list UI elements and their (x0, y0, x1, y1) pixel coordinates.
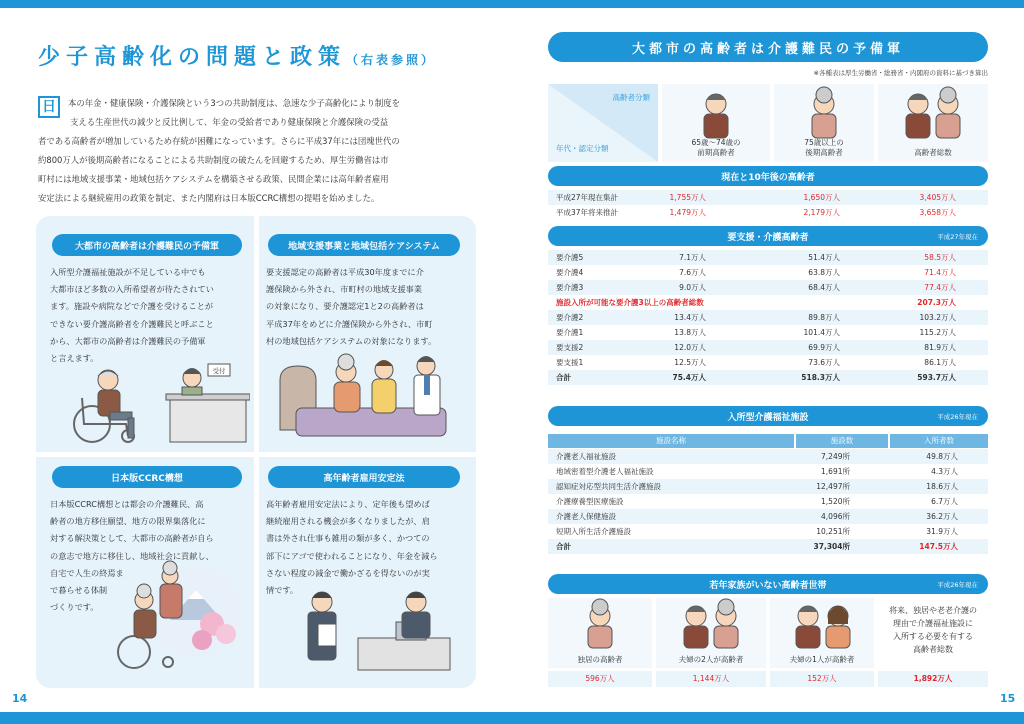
header-col-early-elderly (662, 84, 770, 162)
facilities-table-header: 施設名称 施設数 入所者数 (548, 434, 988, 448)
table-row: 要介護3 9.0万人 68.4万人 77.4万人 (548, 280, 988, 295)
household-col-couple-both: 夫婦の2人が高齢者 (656, 598, 766, 668)
table-row: 介護老人福祉施設 7,249所 49.8万人 (548, 449, 988, 464)
intro-line: 本の年金・健康保険・介護保険という3つの共助制度は、急速な少子高齢化により制度を (68, 98, 400, 108)
table-row: 短期入所生活介護施設 10,251所 31.9万人 (556, 527, 958, 536)
page-number-right: 15 (1000, 692, 1016, 705)
household-value-couple-one: 152万人 (770, 671, 874, 687)
panel-divider-v (254, 216, 259, 688)
intro-line: 安定法による継続雇用の政策を制定、また内閣府は日本版CCRC構想の提唱を始めました。 (38, 193, 380, 203)
table-row: 介護療養型医療施設 1,520所 6.7万人 (556, 497, 958, 506)
table-row: 平成37年将来推計 1,479万人 2,179万人 3,658万人 (556, 208, 956, 217)
late-elderly-woman-icon (774, 84, 874, 140)
section-body-ccrc: 日本版CCRC構想とは都会の介護難民、高 齢者の地方移住願望、地方の限界集落化に 対する解決策として、大都市の高齢者が自ら の意志で地方に移住し、地域社会に貢献し、 自宅で人生の終焉ま で暮らせる体制 づくりです。 (50, 499, 214, 613)
section-label-care-refugees: 大都市の高齢者は介護難民の予備軍 (52, 234, 242, 256)
section-band-care-elderly: 要支援・介護高齢者 平成27年現在 (548, 226, 988, 246)
elderly-couple-icon (878, 84, 988, 140)
table-row-total: 合計 75.4万人 518.3万人 593.7万人 (548, 370, 988, 385)
table-row: 要支援2 12.0万人 69.9万人 81.9万人 (548, 340, 988, 355)
header-col-total (878, 84, 988, 162)
office-workers-illustration (296, 586, 456, 672)
table-row: 地域密着型介護老人福祉施設 1,691所 4.3万人 (556, 467, 958, 476)
table-row: 要介護1 13.8万人 101.4万人 115.2万人 (556, 328, 956, 337)
household-value-total: 1,892万人 (878, 671, 988, 687)
table-row: 介護老人保健施設 4,096所 36.2万人 (548, 509, 988, 524)
ccrc-landscape-illustration (112, 560, 242, 672)
household-value-single: 596万人 (548, 671, 652, 687)
header-col-label: 75歳以上の 後期高齢者 (804, 138, 844, 157)
table-row: 認知症対応型共同生活介護施設 12,497所 18.6万人 (548, 479, 988, 494)
intro-paragraph (38, 94, 476, 208)
household-total-description: 将来、独居や老老介護の 理由で介護福祉施設に 入所する必要を有する 高齢者総数 (889, 606, 977, 654)
bottom-bar (0, 712, 1024, 724)
section-band-now-and-future: 現在と10年後の高齢者 (548, 166, 988, 186)
single-elderly-icon (548, 598, 652, 650)
household-value-couple-both: 1,144万人 (656, 671, 766, 687)
header-col-label: 65歳～74歳の 前期高齢者 (691, 138, 741, 157)
top-bar (0, 0, 1024, 8)
mixed-age-couple-icon (770, 598, 874, 650)
early-elderly-couple-icon (662, 84, 770, 140)
table-row: 平成27年現在集計 1,755万人 1,650万人 3,405万人 (548, 190, 988, 205)
svg-text:受付: 受付 (212, 367, 226, 375)
section-body-employment-act: 高年齢者雇用安定法により、定年後も望めば 継続雇用される機会が多くなりましたが、肩 書は外され仕事も雑用の類が多く、かつての 部下にアゴで使われることになり、年金を減ら さない程度の減金で働かざるを得ないのが実 情です。 (266, 499, 438, 596)
intro-line: 支える生産世代の減少と反比例して、年金の受給者であり健康保険と介護保険の受益 (70, 117, 389, 127)
right-page-title: 大都市の高齢者は介護難民の予備軍 (548, 32, 988, 62)
dropcap: 日 (38, 96, 60, 118)
intro-line: 町村には地域支援事業・地域包括ケアシステムを構築させる政策、民間企業には高年齢者雇用 (38, 174, 389, 184)
household-col-couple-one: 夫婦の1人が高齢者 (770, 598, 874, 668)
header-diagonal-cell: 高齢者分類 年代・認定分類 (548, 84, 658, 162)
table-row: 要介護2 13.4万人 89.8万人 103.2万人 (548, 310, 988, 325)
household-col-single: 独居の高齢者 (548, 598, 652, 668)
home-care-illustration (276, 350, 462, 444)
elderly-couple-icon (656, 598, 766, 650)
header-col-late-elderly (774, 84, 874, 162)
page-number-left: 14 (12, 692, 28, 705)
section-band-elderly-households: 若年家族がいない高齢者世帯 平成26年現在 (548, 574, 988, 594)
section-body-care-refugees: 入所型介護福祉施設が不足している中でも 大都市ほど多数の入所希望者が待たされてい ます。施設や病院などで介護を受けることが できない要介護高齢者を介護難民と呼ぶこと から、大都市の高齢者は介護難民の予備軍 と言えます。 (50, 267, 214, 364)
section-label-employment-act: 高年齢者雇用安定法 (268, 466, 460, 488)
intro-line: 者である高齢者が増加しているため存続が困難になっています。さらに平成37年には団塊世代の (38, 136, 400, 146)
table-row: 要介護5 7.1万人 51.4万人 58.5万人 (548, 250, 988, 265)
left-page-title: 少子高齢化の問題と政策（右表参照） (38, 45, 437, 70)
section-label-community-care: 地域支援事業と地域包括ケアシステム (268, 234, 460, 256)
wheelchair-reception-illustration (70, 358, 250, 444)
section-label-ccrc: 日本版CCRC構想 (52, 466, 242, 488)
header-col-label: 高齢者総数 (914, 148, 952, 157)
section-band-facilities: 入所型介護福祉施設 平成26年現在 (548, 406, 988, 426)
section-body-community-care: 要支援認定の高齢者は平成30年度までに介 護保険から外され、市町村の地域支援事業 の対象になり、要介護認定1と2の高齢者は 平成37年をめどに介護保険から外され、市町 村の地域包括ケアシステムの対象になります。 (266, 267, 437, 346)
source-note: ※各種表は厚生労働省・総務省・内閣府の資料に基づき算出 (813, 69, 988, 77)
table-row: 要介護4 7.6万人 63.8万人 71.4万人 (556, 268, 956, 277)
table-row-highlight: 施設入所が可能な要介護3以上の高齢者総数 207.3万人 (556, 298, 956, 307)
intro-line: 約800万人が後期高齢者になることによる共助制度の破たんを回避するため、厚生労働省は市 (38, 155, 389, 165)
table-row-total: 合計 37,304所 147.5万人 (548, 539, 988, 554)
table-row: 要支援1 12.5万人 73.6万人 86.1万人 (556, 358, 956, 367)
